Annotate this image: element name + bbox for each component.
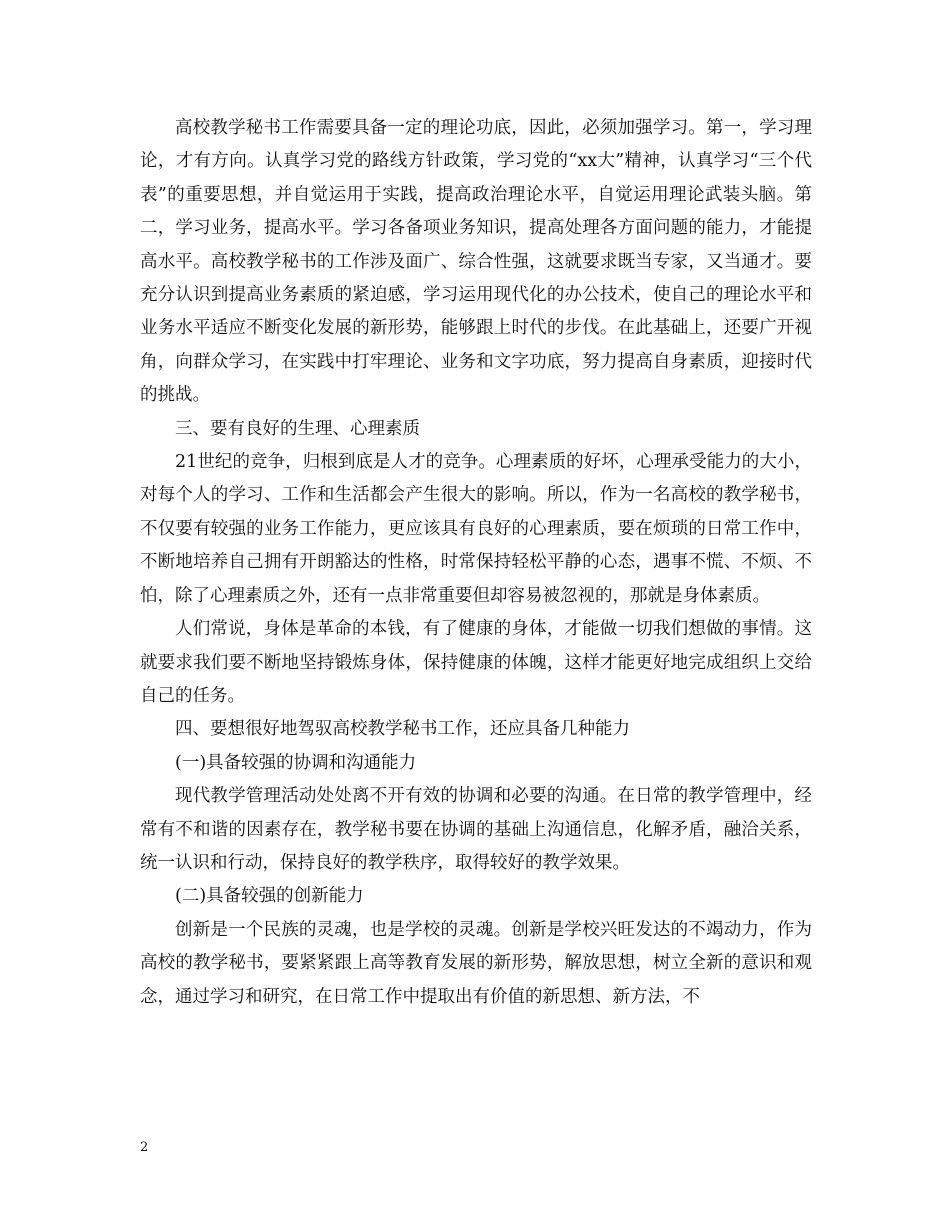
subheading-coordination: (一)具备较强的协调和沟通能力 [175, 752, 417, 773]
subheading-innovation: (二)具备较强的创新能力 [175, 886, 364, 907]
section-heading-abilities: 四、要想很好地驾驭高校教学秘书工作，还应具备几种能力 [175, 719, 630, 740]
paragraph-psychological-quality: 21世纪的竞争，归根到底是人才的竞争。心理素质的好坏，心理承受能力的大小，对每个人的学习、工作和生活都会产生很大的影响。所以，作为一名高校的教学秘书，不仅要有较强的业务工作能力，更应该具有良好的心理素质，要在烦琐的日常工作中，不断地培养自己拥有开朗豁达的性格，时常保持轻松平静的心态，遇事不慌、不烦、不怕，除了心理素质之外，还有一点非常重要但却容易被忽视的，那就是身体素质。 [140, 452, 812, 606]
document-body [140, 112, 812, 1014]
section-heading-physical-psychological: 三、要有良好的生理、心理素质 [175, 418, 420, 439]
paragraph-study-theory: 高校教学秘书工作需要具备一定的理论功底，因此，必须加强学习。第一，学习理论，才有方向。认真学习党的路线方针政策，学习党的“xx大”精神，认真学习“三个代表”的重要思想，并自觉运用于实践，提高政治理论水平，自觉运用理论武装头脑。第二，学习业务，提高水平。学习各备项业务知识，提高处理各方面问题的能力，才能提高水平。高校教学秘书的工作涉及面广、综合性强，这就要求既当专家，又当通才。要充分认识到提高业务素质的紧迫感，学习运用现代化的办公技术，使自己的理论水平和业务水平适应不断变化发展的新形势，能够跟上时代的步伐。在此基础上，还要广开视角，向群众学习，在实践中打牢理论、业务和文字功底，努力提高自身素质，迎接时代的挑战。 [140, 118, 812, 406]
paragraph-coordination: 现代教学管理活动处处离不开有效的协调和必要的沟通。在日常的教学管理中，经常有不和谐的因素存在，教学秘书要在协调的基础上沟通信息，化解矛盾，融洽关系，统一认识和行动，保持良好的教学秩序，取得较好的教学效果。 [140, 786, 812, 873]
paragraph-physical-quality: 人们常说，身体是革命的本钱，有了健康的身体，才能做一切我们想做的事情。这就要求我们要不断地坚持锻炼身体，保持健康的体魄，这样才能更好地完成组织上交给自己的任务。 [140, 619, 812, 706]
paragraph-innovation: 创新是一个民族的灵魂，也是学校的灵魂。创新是学校兴旺发达的不竭动力，作为高校的教学秘书，要紧紧跟上高等教育发展的新形势，解放思想，树立全新的意识和观念，通过学习和研究，在日常工作中提取出有价值的新思想、新方法，不 [140, 919, 812, 1007]
page-number: 2 [140, 1140, 149, 1155]
